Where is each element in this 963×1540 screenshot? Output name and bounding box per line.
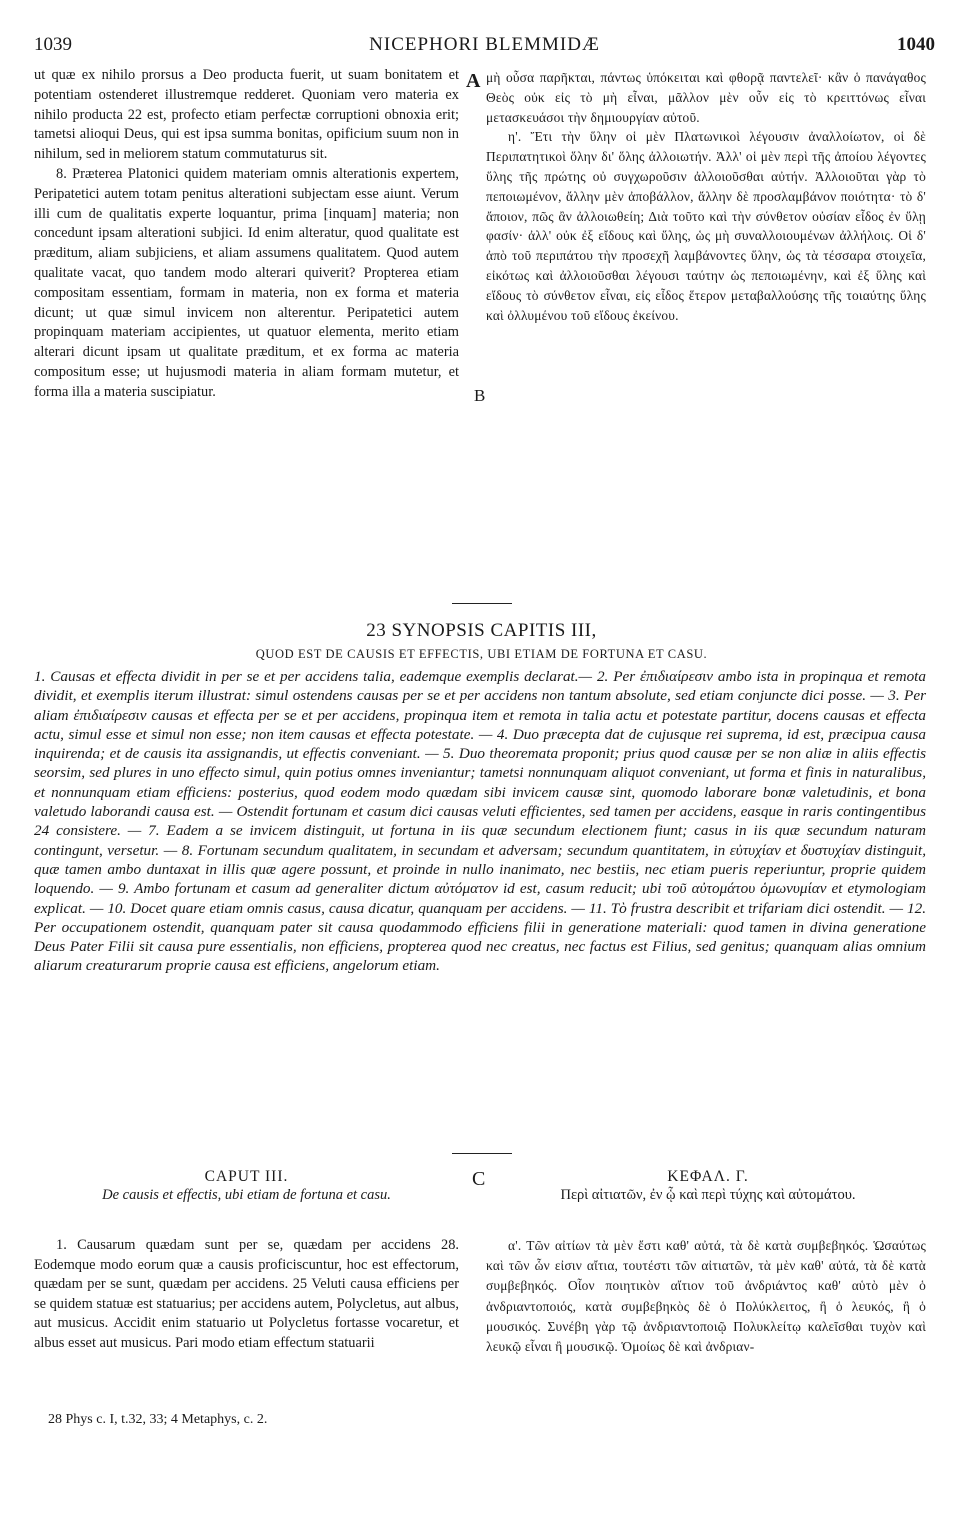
kephal-paragraph: α'. Τῶν αἰτίων τὰ μὲν ἔστι καθ' αὐτά, τὰ δὲ κατὰ συμβεβηκός. Ὡσαύτως καὶ τῶν ὧν εἰσιν αἴτια, τουτέστι τῶν αἰτιατῶν, τὰ μὲν καθ' αὐτά, τὰ δὲ κατὰ συμβεβηκός. Οἷον ποιητικὸν αἴτιον τοῦ ἀνδριάντος καθ' αὑτὸ μὲν ὁ ἀνδριαντοποιός, κατὰ συμβεβηκὸς δὲ ὁ Πολύκλειτος, ἢ ὁ λευκός, ἢ ὁ μουσικός. Συνέβη γὰρ τῷ ἀνδριαντοποιῷ Πολυκλείτῳ καλεῖσθαι τυχὸν καὶ λευκῷ εἶναι ἢ μουσικῷ. Ὁμοίως δὲ καὶ ἀνδριαν- — [486, 1238, 926, 1355]
kephal-subtitle: Περὶ αἰτιατῶν, ἐν ᾧ καὶ περὶ τύχης καὶ αὐτομάτου. — [560, 1187, 856, 1203]
kephal-title: ΚΕΦΑΛ. Γ. — [667, 1168, 749, 1185]
latin-paragraph: 8. Præterea Platonici quidem materiam omnis alterationis expertem, Peripatetici autem totam penitus alterationi subjectam esse aiunt. Verum illi cum de qualitatis experte loquantur, prima [inquam] materia; non concedunt ipsam alterationi subjici. Id enim alteratur, quod qualitate est præditum, aliam subjiciens, et aliam assumens qualitatem. Quod autem qualitate vacat, quo tandem modo alterari quiverit? Propterea etiam compositam essentiam, formam in materia, non ex forma et materia dicunt; ut quæ simul invicem non alterentur. Peripatetici autem propinquam materiam accipientes, ut quatuor elementa, merito etiam alterari dicunt ipsam ut qualitate præditum, et ex forma ac materia compositum esse; ut hujusmodi materia in aliam formam mutetur, et forma illa a materia suscipiatur. — [34, 165, 459, 400]
page-number-right: 1040 — [897, 34, 935, 55]
top-greek-column — [486, 68, 926, 552]
caput-latin-text — [34, 1236, 459, 1408]
page-number-left: 1039 — [34, 34, 72, 55]
running-head — [34, 34, 935, 60]
section-rule — [452, 1153, 512, 1154]
margin-marker-b: B — [474, 386, 486, 405]
synopsis-subtitle: QUOD EST DE CAUSIS ET EFFECTIS, UBI ETIAM DE FORTUNA ET CASU. — [255, 647, 708, 661]
margin-marker-a: A — [466, 70, 481, 92]
caput-subtitle: De causis et effectis, ubi etiam de fortuna et casu. — [102, 1187, 391, 1203]
caput-heading — [34, 1168, 459, 1205]
margin-marker-c: C — [472, 1168, 486, 1190]
synopsis-text: 1. Causas et effecta dividit in per se et per accidens talia, eademque exemplis declarat.— 2. Per ἐπιδιαίρεσιν ambo ista in propinqua et remota dividit, et exemplis iterum illustrat: simul ostendens causas per se et per accidens non tantum absolute, sed etiam conjuncte dici posse. — 3. Per aliam ἐπιδιαίρεσιν causas et effecta per se et per accidens, propinqua item et remota in talia actu et potestate partitur, docens causas et effecta actu, simul esse et simul non esse; non item causas et effecta potestate. — 4. Duo præcepta dat de cujusque rei suprema, id est, præcipua causa inquirenda; et de causis ita assignandis, ut effectis conveniant. — 5. Duo theoremata proponit; prius quod causæ per se non aliæ in aliis effectis seorsim, sed plures in uno effecto simul, quin potius omnes inveniantur; tametsi nonnunquam aliquot conveniant, ut forma et finis in naturalibus, et nonnunquam etiam efficiens: posterius, quod eodem modo quædam sibi invicem causæ sint, quomodo laborare bonæ valetudinis, et bona valetudo laborandi causa est. — Ostendit fortunam et casum dici causas veluti efficientes, sed tamen per accidens, easque in raris contingentibus 24 consistere. — 7. Eadem a se invicem distinguit, ut fortuna in iis quæ secundum electionem fiunt; casus in iis quæ secundum naturam contingunt, versetur. — 8. Fortunam secundum qualitatem, in secundam et adversam; secundum quantitatem, in εὐτυχίαν et δυστυχίαν distinguit, quæ tamen ambo duntaxat in illis quæ agere possunt, et proinde in nullo inanimato, nec bestiis, nec etiam pueris reperiuntur, proprie quidem loquendo. — 9. Ambo fortunam et casum ad generaliter dictum αὐτόματον id est, casum reducit; ubi τοῦ αὐτομάτου ὁμωνυμίαν et etymologiam explicat. — 10. Docet quare etiam omnis casus, causa dicatur, quanquam per accidens. — 11. Τὸ frustra describit et trifariam dici ostendit. — 12. Per occupationem ostendit, quanquam pater sit causa quodammodo efficiens filii in generatione materiali: quod tamen in divina generatione Deus Pater Filii sit causa pure essentialis, non efficiens, propterea quod nec creatus, nec factus est Filius, sed genitus; quanquam alias omnium aliarum creaturarum proprie causa est efficiens, angelorum etiam. — [34, 668, 926, 975]
caput-paragraph: 1. Causarum quædam sunt per se, quædam per accidens 28. Eodemque modo eorum quæ a causis proficiscuntur, hoc est effectorum, quædam per se sunt, quædam per accidens. 25 Veluti causa efficiens per se quidem statuæ est statuarius; per accidens autem, Polycletus, aut albus, aut musicus. Accidit enim statuario ut Polycletus fortasse vocaretur, et albus esset aut musicus. Pari modo etiam effectum statuarii — [34, 1237, 459, 1351]
greek-paragraph: μὴ οὖσα παρῆκται, πάντως ὑπόκειται καὶ φθορᾷ παντελεῖ· κἂν ὁ πανάγαθος Θεὸς οὐκ εἰς τὸ μὴ εἶναι, μᾶλλον μὲν οὖν εἰς τὸ κρειττόνως εἶναι μετασκευάσοι τὴν δημιουργίαν αὐτοῦ. — [486, 70, 926, 125]
footnote: 28 Phys c. I, t.32, 33; 4 Metaphys, c. 2. — [48, 1412, 268, 1427]
running-title: NICEPHORI BLEMMIDÆ — [369, 34, 600, 55]
caput-title: CAPUT III. — [204, 1168, 289, 1185]
top-latin-column — [34, 66, 459, 606]
greek-paragraph: η'. Ἔτι τὴν ὕλην οἱ μὲν Πλατωνικοὶ λέγουσιν ἀναλλοίωτον, οἱ δὲ Περιπατητικοὶ ὅλην δι' ὅλης ἀλλοιωτήν. Ἀλλ' οἱ μὲν περὶ τῆς ἀποίου λέγοντες ὕλης τῆς πρώτης οὐ συγχωροῦσιν ἀλλοιοῦσθαι αὐτήν. Ἀλλοιοῦται γὰρ τὸ πεποιωμένον, ἄλλην μὲν ἀποβάλλον, ἄλλην δὲ προσλαμβάνον ποιότητα· τὸ δ' ἄποιον, πῶς ἂν ἀλλοιωθείη; Διὰ τοῦτο καὶ τὴν σύνθετον οὐσίαν εἶδος ἐν ὕλῃ φασίν· ἀλλ' οὐκ ἐξ εἴδους καὶ ὕλης, ὡς μὴ συναλλοιουμένων ἀλλήλοις. Οἱ δ' ἀπὸ τοῦ περιπάτου τὴν προσεχῆ λαμβάνοντες ὕλην, ὡς τὰ τέσσαρα στοιχεῖα, εἰκότως καὶ ἀλλοιοῦσθαι λέγουσι ταύτην ὡς πεποιωμένην, καὶ ἐξ ὕλης καὶ εἴδους τὸ σύνθετον εἶναι, εἰς εἶδος ἕτερον μεταβαλλούσης τῆς τοιαύτης ὕλης καὶ ὀλλυμένου τοῦ εἴδους ἐκείνου. — [486, 129, 926, 323]
latin-paragraph: ut quæ ex nihilo prorsus a Deo producta fuerit, ut suam bonitatem et potentiam ostenderet illustremque redderet. Quoniam vero materia ex nihilo producta 22 est, profecto etiam perfectæ corruptioni obnoxia erit; tametsi alioqui Deus, qui est ipsa summa bonitas, opificium suum non in nihilum, sed in meliorem statum commutaturus sit. — [34, 67, 459, 163]
section-rule — [452, 603, 512, 604]
kephal-greek-text — [486, 1236, 926, 1418]
synopsis-title: 23 SYNOPSIS CAPITIS III, — [366, 620, 597, 641]
kephal-heading — [490, 1168, 926, 1205]
